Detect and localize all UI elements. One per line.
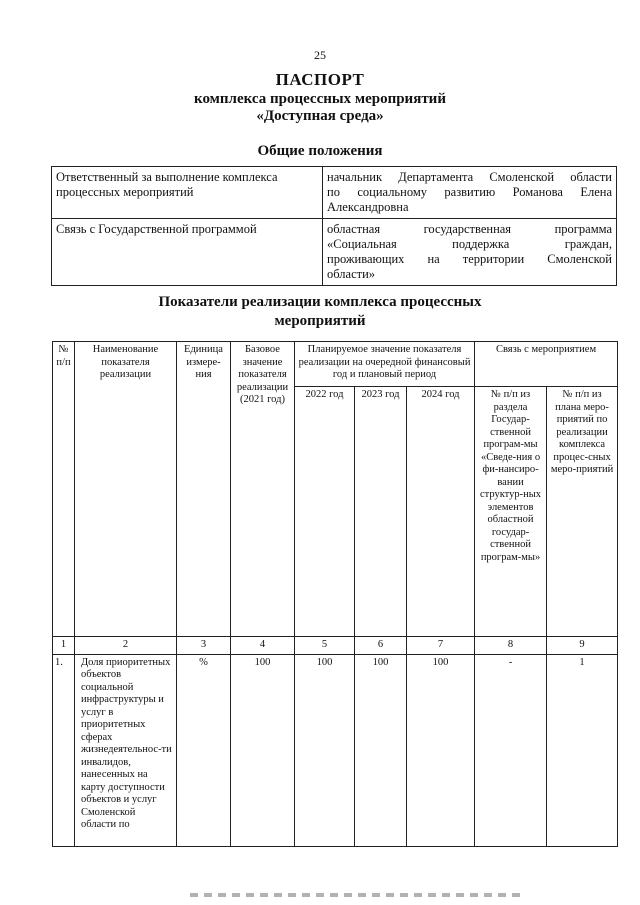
program-link-value: областная государственная программа «Социальная поддержка граждан, проживающих на территории Смоленской области» xyxy=(323,219,617,286)
col-num: 1 xyxy=(53,637,75,655)
row-num: 1. xyxy=(53,654,75,846)
indicator-name: Доля приоритетных объектов социальной инфраструктуры и услуг в приоритетных сферах жизнедеятельнос-ти инвалидов, нанесенных на карту доступности объектов и услуг Смоленской области по xyxy=(75,654,177,846)
col-num: 9 xyxy=(547,637,618,655)
header-link-plan: № п/п из плана меро-приятий по реализации комплекса процес-сных меро-приятий xyxy=(547,387,618,637)
indicators-table xyxy=(52,341,618,847)
col-num: 8 xyxy=(475,637,547,655)
header-link-program: № п/п из раздела Государ-ственной програм-мы «Сведе-ния о фи-нансиро-вании структур-ных элементов областной государ-ственной програм-мы» xyxy=(475,387,547,637)
header-2023: 2023 год xyxy=(355,387,407,637)
col-num: 5 xyxy=(295,637,355,655)
header-planned: Планируемое значение показателя реализации на очередной финансовый год и плановый период xyxy=(295,342,475,387)
indicators-heading: Показатели реализации комплекса процессных xyxy=(158,294,482,310)
program-link-label: Связь с Государственной программой xyxy=(52,219,323,286)
program-name: «Доступная среда» xyxy=(256,108,384,124)
document-subtitle: комплекса процессных мероприятий xyxy=(194,91,446,107)
indicators-heading-cont: мероприятий xyxy=(274,313,366,329)
header-row xyxy=(53,342,618,387)
column-numbers-row xyxy=(53,637,618,655)
col-num: 6 xyxy=(355,637,407,655)
indicator-unit: % xyxy=(177,654,231,846)
table-row xyxy=(52,219,617,286)
responsible-value: начальник Департамента Смоленской области по социальному развитию Романова Елена Александровна xyxy=(323,167,617,219)
table-row xyxy=(52,167,617,219)
indicator-2023: 100 xyxy=(355,654,407,846)
indicator-link-program: - xyxy=(475,654,547,846)
indicator-2024: 100 xyxy=(407,654,475,846)
header-name: Наименование показателя реализации xyxy=(75,342,177,637)
indicator-2022: 100 xyxy=(295,654,355,846)
header-link: Связь с мероприятием xyxy=(475,342,618,387)
col-num: 7 xyxy=(407,637,475,655)
general-heading: Общие положения xyxy=(257,143,383,159)
header-2022: 2022 год xyxy=(295,387,355,637)
header-unit: Единица измере-ния xyxy=(177,342,231,637)
indicator-link-plan: 1 xyxy=(547,654,618,846)
responsible-label: Ответственный за выполнение комплекса процессных мероприятий xyxy=(52,167,323,219)
header-2024: 2024 год xyxy=(407,387,475,637)
table-row xyxy=(53,654,618,846)
header-num: № п/п xyxy=(53,342,75,637)
general-provisions-table xyxy=(51,166,617,286)
col-num: 3 xyxy=(177,637,231,655)
header-base: Базовое значение показателя реализации (2021 год) xyxy=(231,342,295,637)
indicator-base: 100 xyxy=(231,654,295,846)
document-title: ПАСПОРТ xyxy=(275,70,365,89)
page-number: 25 xyxy=(314,48,326,62)
scan-artifact xyxy=(190,893,520,897)
col-num: 4 xyxy=(231,637,295,655)
col-num: 2 xyxy=(75,637,177,655)
